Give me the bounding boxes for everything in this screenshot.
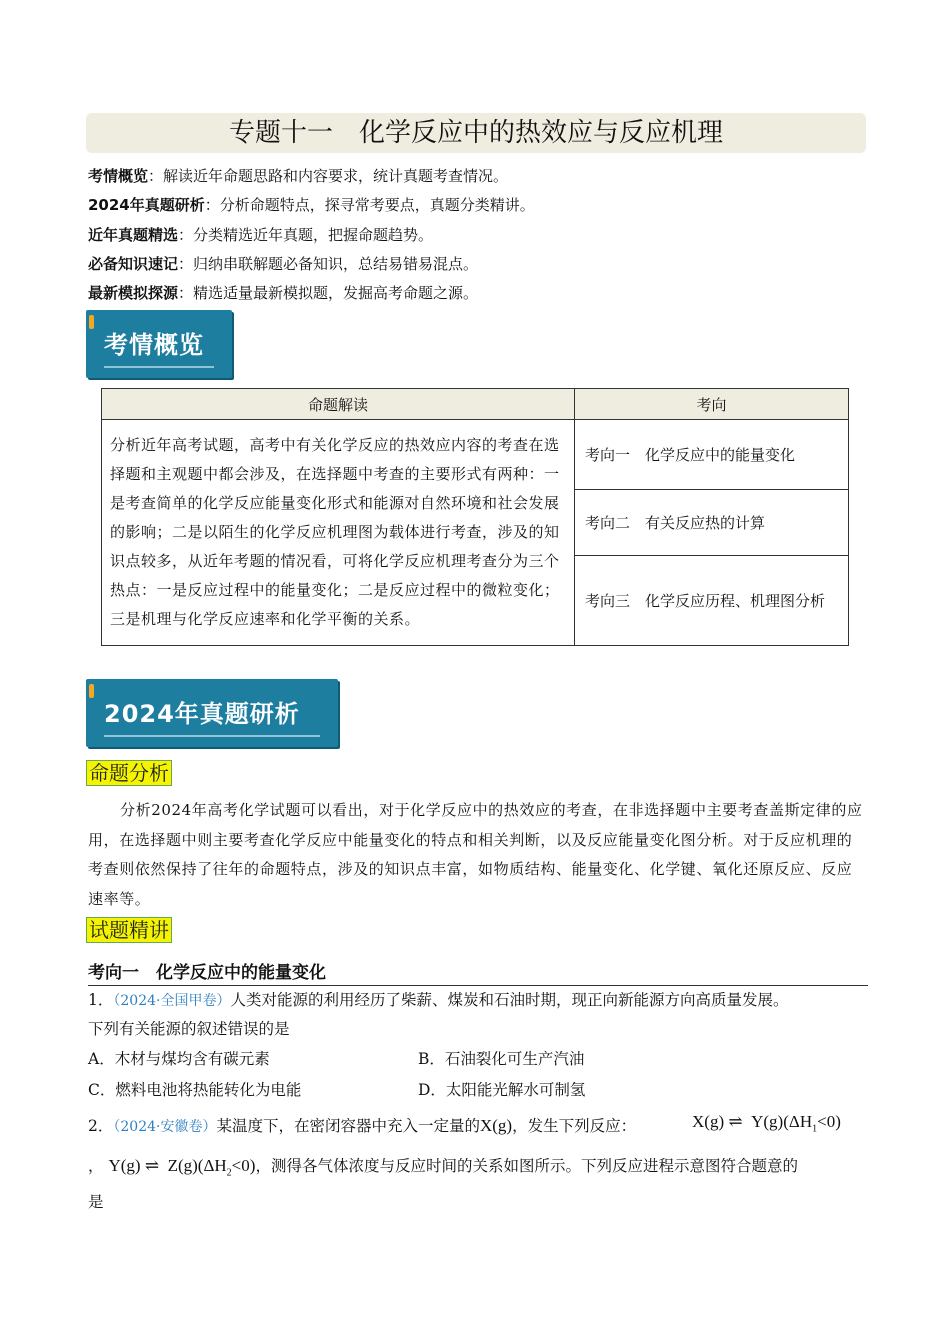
direction-item: 考向三 化学反应历程、机理图分析 [575,556,849,646]
intro-item: 最新模拟探源：精选适量最新模拟题，发掘高考命题之源。 [88,284,479,302]
question-source: （2024·安徽卷） [113,1119,217,1135]
explain-heading-wrap [86,916,172,944]
section-heading-direction-1: 考向一 化学反应中的能量变化 [88,958,868,986]
analysis-heading-wrap [86,759,172,787]
intro-item: 2024年真题研析：分析命题特点，探寻常考要点，真题分类精讲。 [88,196,535,214]
badge-underline [104,735,320,737]
badge-label: 考情概览 [104,331,204,359]
section-badge-overview [86,310,232,378]
direction-item: 考向一 化学反应中的能量变化 [575,420,849,490]
analysis-paragraph: 分析2024年高考化学试题可以看出，对于化学反应中的热效应的考查，在非选择题中主要考查盖斯定律的应用，在选择题中则主要考查化学反应中能量变化的特点和相关判断，以及反应能量变化图分析。对于反应机理的考查则依然保持了往年的命题特点，涉及的知识点丰富，如物质结构、能量变化、化学键、氧化还原反应、反应速率等。 [88,801,863,908]
table-description: 分析近年高考试题，高考中有关化学反应的热效应内容的考查在选择题和主观题中都会涉及，在选择题中考查的主要形式有两种：一是考查简单的化学反应能量变化形式和能源对自然环境和社会发展的影响；二是以陌生的化学反应机理图为载体进行考查，涉及的知识点较多，从近年考题的情况看，可将化学反应机理考查分为三个热点：一是反应过程中的能量变化；二是反应过程中的微粒变化；三是机理与化学反应速率和化学平衡的关系。 [102,420,575,646]
table-header-interpretation: 命题解读 [102,389,575,420]
option-c: C．燃料电池将热能转化为电能 [88,1081,302,1099]
badge-tab-marker [89,315,94,329]
reaction-2-formula: Y(g) ⇌ $Z(g)(\Delta H_2<0)$ [108,1156,256,1179]
option-d: D．太阳能光解水可制氢 [418,1081,586,1099]
table-header-direction: 考向 [575,389,849,420]
page-title: 专题十一 化学反应中的热效应与反应机理 [86,113,866,153]
question-source: （2024·全国甲卷） [113,993,231,1009]
badge-underline [104,366,214,368]
analysis-heading: 命题分析 [86,760,172,786]
question-1-line-2: 下列有关能源的叙述错误的是 [88,1020,290,1038]
intro-item: 近年真题精选：分类精选近年真题，把握命题趋势。 [88,226,434,244]
badge-tab-marker [89,684,94,698]
option-b: B．石油裂化可生产汽油 [418,1050,585,1068]
intro-item: 必备知识速记：归纳串联解题必备知识，总结易错易混点。 [88,255,479,273]
option-a: A．木材与煤均含有碳元素 [88,1050,270,1068]
badge-label: 2024年真题研析 [104,700,300,728]
section-badge-2024 [86,679,338,747]
question-1-line-1: 1．（2024·全国甲卷）人类对能源的利用经历了柴薪、煤炭和石油时期，现正向新能源方向高质量发展。 [88,991,789,1009]
intro-item: 考情概览：解读近年命题思路和内容要求，统计真题考查情况。 [88,167,509,185]
exam-direction-table [101,388,849,646]
question-2-line-2: ， Y(g) ⇌ $Z(g)(\Delta H_2<0)$，测得各气体浓度与反应时间的关系如图所示。下列反应进程示意图符合题意的 [88,1156,798,1179]
explain-heading: 试题精讲 [86,917,172,943]
direction-item: 考向二 有关反应热的计算 [575,490,849,556]
question-2-line-3: 是 [88,1193,104,1211]
question-2-line-1: 2．（2024·安徽卷）某温度下，在密闭容器中充入一定量的X(g)，发生下列反应： [88,1116,637,1135]
reaction-1-formula: X(g) ⇌ $Y(g)(\Delta H_1<0)$ [692,1112,841,1135]
